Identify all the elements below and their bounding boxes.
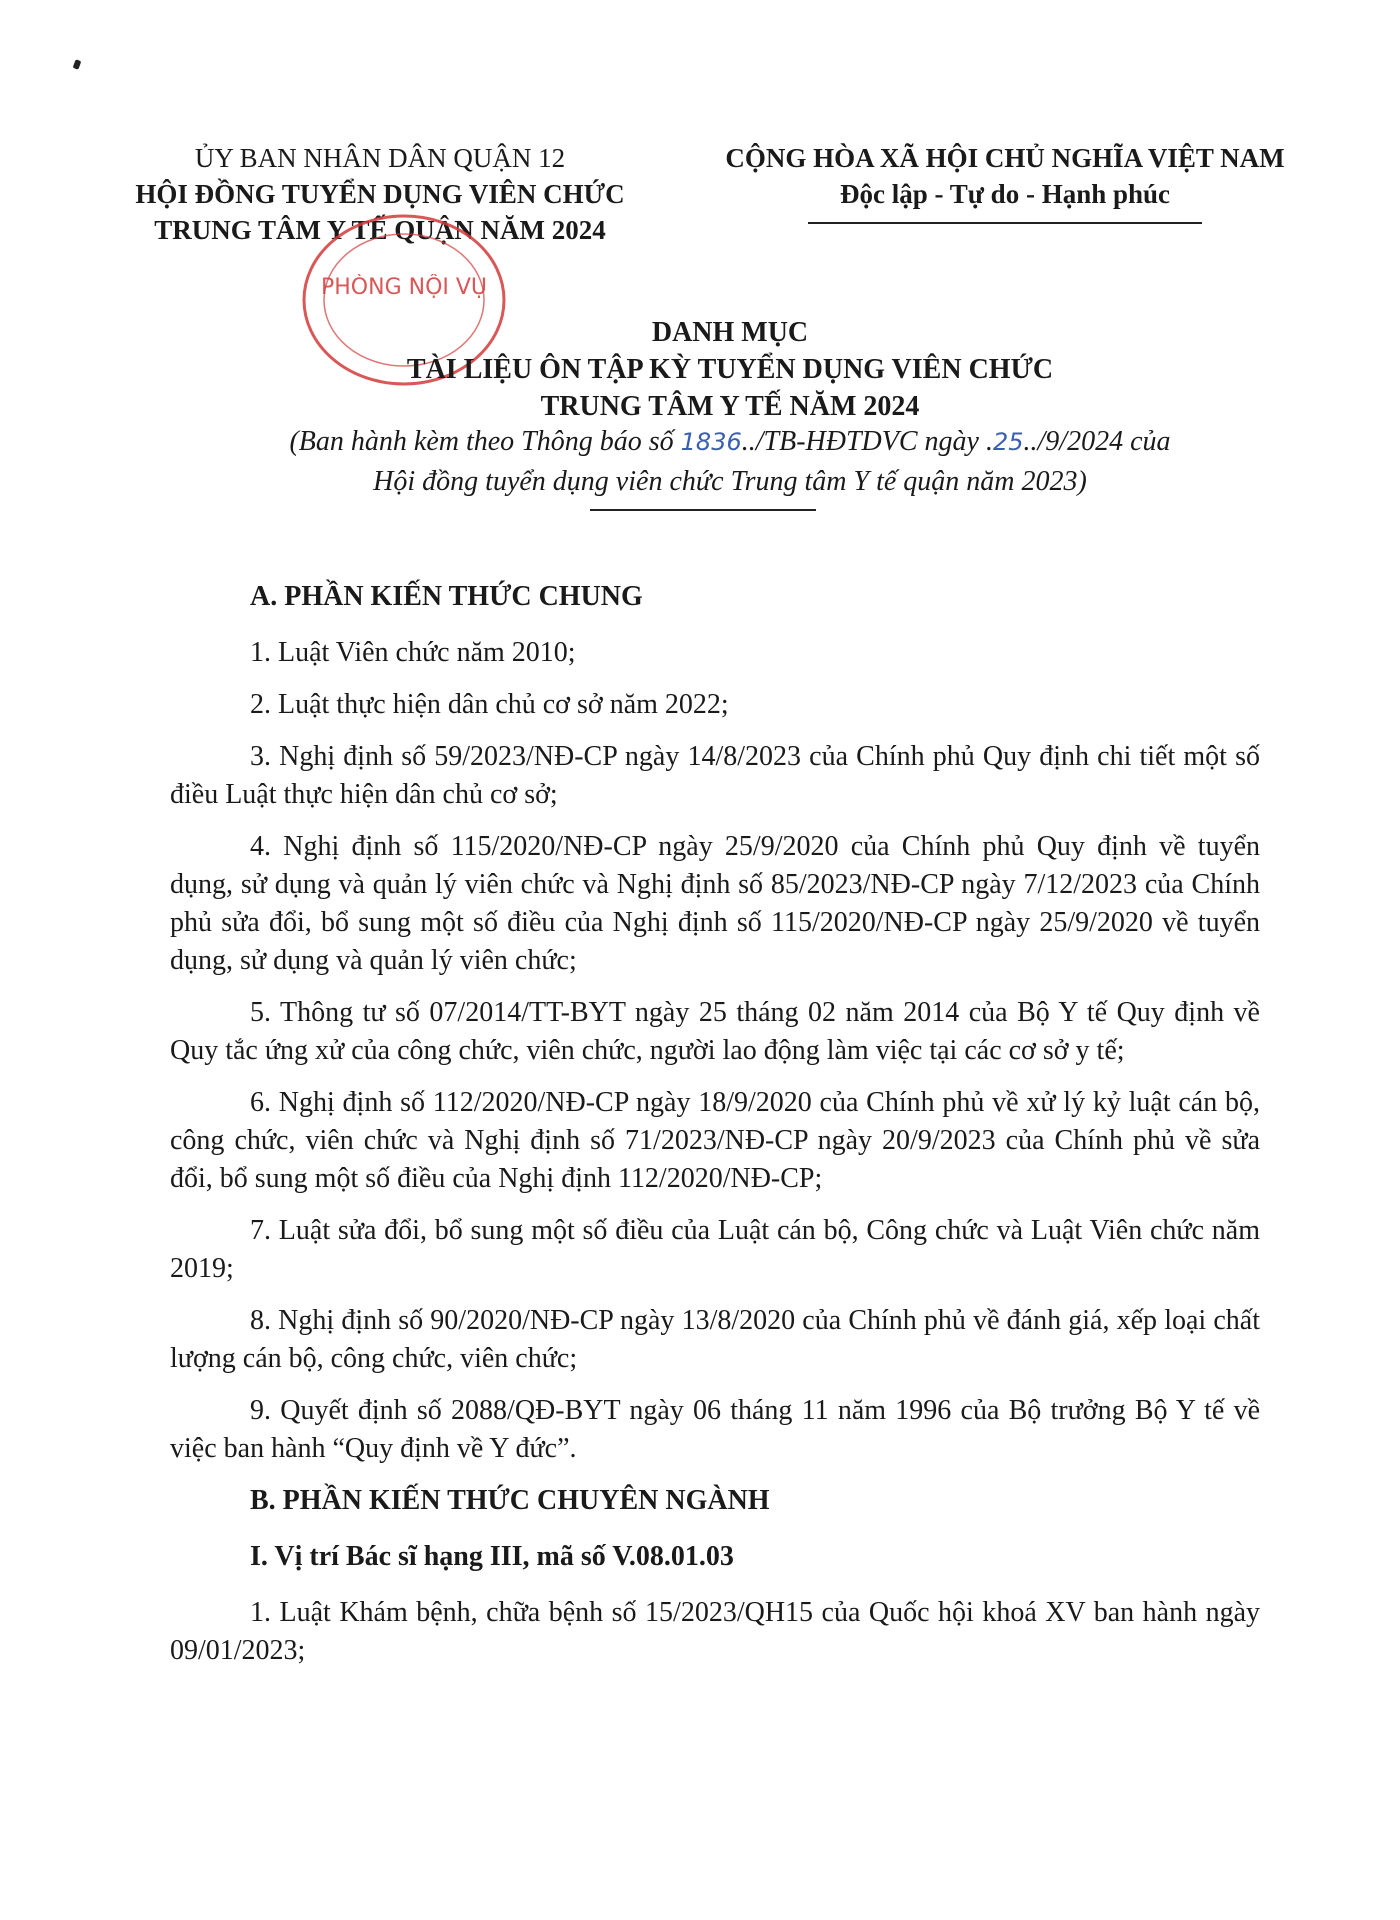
list-item: 1. Luật Viên chức năm 2010; — [250, 637, 576, 668]
title-line-3: TRUNG TÂM Y TẾ NĂM 2024 — [540, 391, 920, 422]
document-title — [200, 314, 1260, 425]
subtitle-text-1: (Ban hành kèm theo Thông báo số — [289, 426, 681, 457]
national-motto-header — [690, 140, 1320, 212]
agency-line-3: TRUNG TÂM Y TẾ QUẬN NĂM 2024 — [154, 215, 606, 245]
handwritten-number: 1836 — [680, 428, 742, 456]
motto: Độc lập - Tự do - Hạnh phúc — [839, 179, 1171, 209]
document-subtitle — [150, 422, 1310, 502]
motto-underline — [808, 222, 1202, 224]
subtitle-text-2: ../TB-HĐTDVC ngày . — [741, 426, 993, 457]
list-item: 5. Thông tư số 07/2014/TT-BYT ngày 25 tháng 02 năm 2014 của Bộ Y tế Quy định về Quy tắc ứng xử của công chức, viên chức, người lao động làm việc tại các cơ sở y tế; — [170, 997, 1260, 1066]
country-name: CỘNG HÒA XÃ HỘI CHỦ NGHĨA VIỆT NAM — [725, 143, 1285, 173]
list-item: 4. Nghị định số 115/2020/NĐ-CP ngày 25/9/2020 của Chính phủ Quy định về tuyển dụng, sử dụng và quản lý viên chức và Nghị định số 85/2023/NĐ-CP ngày 7/12/2023 của Chính phủ sửa đổi, bổ sung một số điều của Nghị định số 115/2020/NĐ-CP ngày 25/9/2020 về tuyển dụng, sử dụng và quản lý viên chức; — [170, 831, 1260, 976]
list-item: 7. Luật sửa đổi, bổ sung một số điều của Luật cán bộ, Công chức và Luật Viên chức năm 2019; — [170, 1215, 1260, 1284]
subtitle-underline — [590, 509, 816, 511]
section-a-heading: A. PHẦN KIẾN THỨC CHUNG — [250, 581, 643, 612]
section-b-subheading: I. Vị trí Bác sĩ hạng III, mã số V.08.01.03 — [250, 1541, 734, 1572]
subtitle-line-2: Hội đồng tuyển dụng viên chức Trung tâm Y tế quận năm 2023) — [373, 466, 1087, 497]
list-item: 9. Quyết định số 2088/QĐ-BYT ngày 06 tháng 11 năm 1996 của Bộ trưởng Bộ Y tế về việc ban hành “Quy định về Y đức”. — [170, 1395, 1260, 1464]
list-item: 6. Nghị định số 112/2020/NĐ-CP ngày 18/9/2020 của Chính phủ về xử lý kỷ luật cán bộ, công chức, viên chức và Nghị định số 71/2023/NĐ-CP ngày 20/9/2023 của Chính phủ về sửa đổi, bổ sung một số điều của Nghị định 112/2020/NĐ-CP; — [170, 1087, 1260, 1194]
handwritten-day: 25 — [992, 428, 1024, 456]
list-item: 2. Luật thực hiện dân chủ cơ sở năm 2022; — [250, 689, 729, 720]
subtitle-line-1 — [150, 422, 1310, 462]
agency-line-2: HỘI ĐỒNG TUYỂN DỤNG VIÊN CHỨC — [135, 179, 625, 209]
document-body — [170, 578, 1260, 1684]
title-line-2: TÀI LIỆU ÔN TẬP KỲ TUYỂN DỤNG VIÊN CHỨC — [406, 354, 1054, 385]
list-item: 1. Luật Khám bệnh, chữa bệnh số 15/2023/QH15 của Quốc hội khoá XV ban hành ngày 09/01/2023; — [170, 1597, 1260, 1666]
list-item: 3. Nghị định số 59/2023/NĐ-CP ngày 14/8/2023 của Chính phủ Quy định chi tiết một số điều Luật thực hiện dân chủ cơ sở; — [170, 741, 1260, 810]
stamp-text: PHÒNG NỘI VỤ — [320, 275, 488, 300]
agency-line-1: ỦY BAN NHÂN DÂN QUẬN 12 — [194, 143, 566, 173]
title-line-1: DANH MỤC — [651, 317, 809, 348]
list-item: 8. Nghị định số 90/2020/NĐ-CP ngày 13/8/2020 của Chính phủ về đánh giá, xếp loại chất lượng cán bộ, công chức, viên chức; — [170, 1305, 1260, 1374]
section-b-heading: B. PHẦN KIẾN THỨC CHUYÊN NGÀNH — [250, 1485, 770, 1516]
scan-speck — [73, 59, 82, 70]
subtitle-text-3: ../9/2024 của — [1023, 426, 1171, 457]
